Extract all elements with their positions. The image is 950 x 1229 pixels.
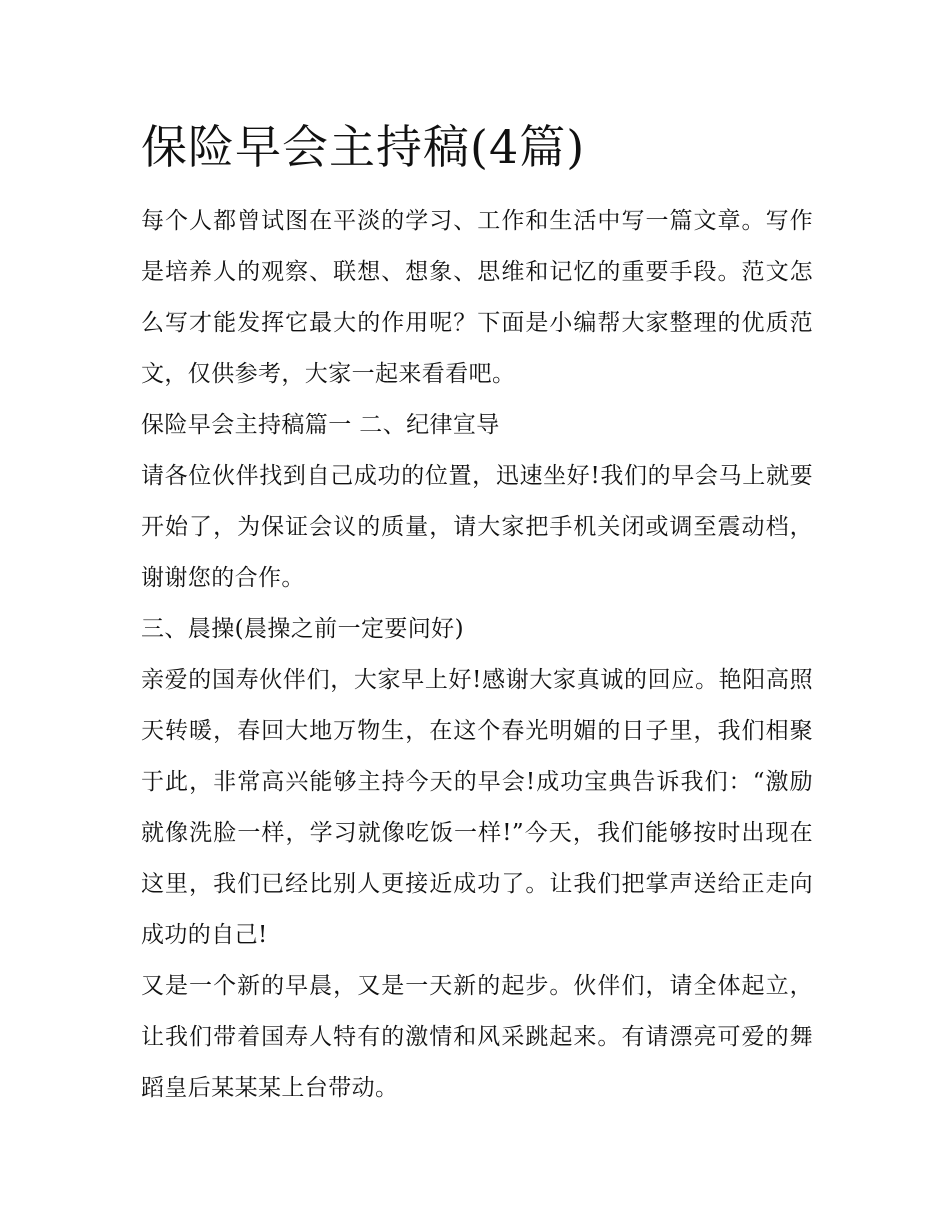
discipline-paragraph: 请各位伙伴找到自己成功的位置，迅速坐好!我们的早会马上就要开始了，为保证会议的质量，请大家把手机关闭或调至震动档，谢谢您的合作。 <box>141 463 813 591</box>
document-page <box>141 112 813 1114</box>
document-title: 保险早会主持稿(4篇) <box>141 120 586 174</box>
section-heading-discipline: 保险早会主持稿篇一 二、纪律宣导 <box>141 412 500 438</box>
section-heading-morning-exercise: 三、晨操(晨操之前一定要问好) <box>141 616 464 642</box>
exercise-paragraph: 又是一个新的早晨，又是一天新的起步。伙伴们，请全体起立，让我们带着国寿人特有的激情和风采跳起来。有请漂亮可爱的舞蹈皇后某某某上台带动。 <box>141 973 813 1101</box>
intro-paragraph: 每个人都曾试图在平淡的学习、工作和生活中写一篇文章。写作是培养人的观察、联想、想象、思维和记忆的重要手段。范文怎么写才能发挥它最大的作用呢？下面是小编帮大家整理的优质范文，仅供参考，大家一起来看看吧。 <box>141 208 813 387</box>
greeting-paragraph: 亲爱的国寿伙伴们，大家早上好!感谢大家真诚的回应。艳阳高照天转暖，春回大地万物生，在这个春光明媚的日子里，我们相聚于此，非常高兴能够主持今天的早会!成功宝典告诉我们：“激励就像洗脸一样，学习就像吃饭一样!”今天，我们能够按时出现在这里，我们已经比别人更接近成功了。让我们把掌声送给正走向成功的自己! <box>141 667 813 948</box>
